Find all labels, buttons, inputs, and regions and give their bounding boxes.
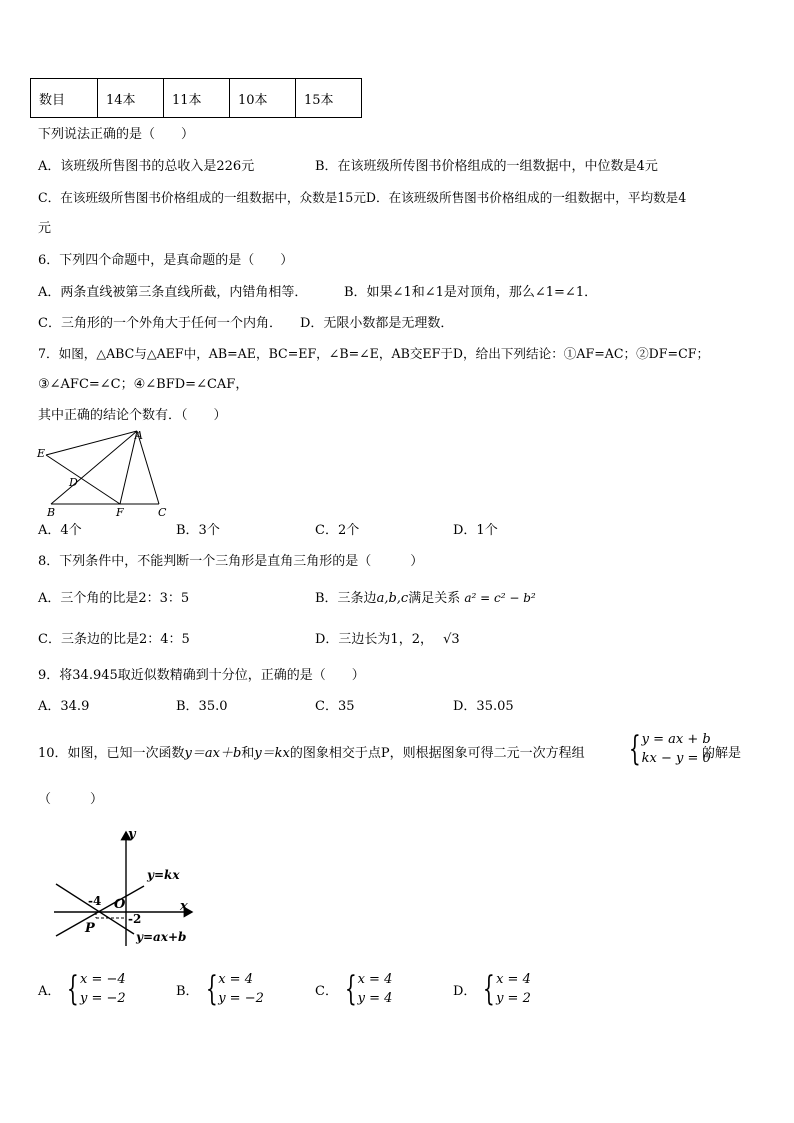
q7-stem-line2: ③∠AFC=∠C；④∠BFD=∠CAF， xyxy=(38,377,249,392)
q8-option-b-mid: 满足关系 xyxy=(408,591,461,606)
q6-stem: 6．下列四个命题中，是真命题的是（ ） xyxy=(38,253,294,268)
q7-option-c: C．2个 xyxy=(315,523,360,538)
q5-option-d-cont: 元 xyxy=(38,221,52,236)
q10-equation-system xyxy=(624,729,711,769)
q10-option-b-line1: x = 4 xyxy=(218,972,253,987)
q5-option-b: B．在该班级所传图书价格组成的一组数据中，中位数是4元 xyxy=(315,159,658,174)
q5-option-cd: C．在该班级所售图书价格组成的一组数据中，众数是15元D．在该班级所售图书价格组成的一组数据中，平均数是4 xyxy=(38,190,687,205)
q6-option-b: B．如果∠1和∠1是对顶角，那么∠1=∠1． xyxy=(344,285,598,300)
label-a: A xyxy=(135,429,143,442)
q8-option-a: A．三个角的比是2：3：5 xyxy=(38,591,190,606)
q7-option-a: A．4个 xyxy=(38,523,82,538)
q7-option-d: D．1个 xyxy=(453,523,498,538)
q10-function-graph xyxy=(52,826,202,951)
book-count-table xyxy=(30,78,362,118)
q9-option-b: B．35.0 xyxy=(176,699,228,714)
q7-option-b: B．3个 xyxy=(176,523,220,538)
q7-stem-line3: 其中正确的结论个数有．（ ） xyxy=(38,408,227,423)
q10-option-b xyxy=(176,969,264,1009)
q10-and: 和 xyxy=(241,746,255,761)
q10-option-c xyxy=(315,969,393,1009)
q10-func-1: y＝ax＋b xyxy=(184,746,242,761)
table-row xyxy=(31,79,362,118)
label-e: E xyxy=(37,447,46,460)
label-f: F xyxy=(116,506,124,518)
label-c: C xyxy=(158,506,167,518)
q8-option-d-root: √3 xyxy=(443,632,460,647)
q7-stem-line1: 7．如图，△ABC与△AEF中，AB=AE，BC=EF，∠B=∠E，AB交EF于D，给出下列结论：①AF=AC；②DF=CF； xyxy=(38,346,710,361)
q10-option-d-line1: x = 4 xyxy=(496,972,531,987)
q10-option-c-line1: x = 4 xyxy=(357,972,393,987)
q8-option-b-formula: a² = c² − b² xyxy=(464,591,536,605)
q5-stem: 下列说法正确的是（ ） xyxy=(38,127,195,142)
graph-x-axis-label: x xyxy=(180,899,188,914)
q10-option-c-line2: y = 4 xyxy=(357,991,393,1006)
q9-option-a: A．34.9 xyxy=(38,699,90,714)
brace-icon: { xyxy=(483,969,496,1009)
q9-option-c: C．35 xyxy=(315,699,355,714)
q10-stem-mid: 的图象相交于点P，则根据图象可得二元一次方程组 xyxy=(289,746,585,761)
q10-stem xyxy=(38,747,585,760)
q9-stem: 9．将34.945取近似数精确到十分位，正确的是（ ） xyxy=(38,668,365,683)
q8-option-d xyxy=(315,633,460,646)
graph-origin-label: O xyxy=(114,897,126,912)
brace-icon: { xyxy=(344,969,357,1009)
q10-option-a-label: A． xyxy=(38,983,61,999)
q10-option-a-line1: x = −4 xyxy=(80,972,126,987)
graph-neg4-label: -4 xyxy=(88,894,102,908)
q8-option-b-pre: B．三条边 xyxy=(315,591,377,606)
graph-neg2-label: -2 xyxy=(128,912,142,926)
q8-option-c: C．三条边的比是2：4：5 xyxy=(38,632,190,647)
q10-option-b-line2: y = −2 xyxy=(218,991,264,1006)
q5-option-a: A．该班级所售图书的总收入是226元 xyxy=(38,159,255,174)
q8-option-d-pre: D．三边长为1，2， xyxy=(315,632,433,647)
q10-stem-pre: 10．如图，已知一次函数 xyxy=(38,746,185,761)
label-b: B xyxy=(47,506,56,518)
q10-option-a-line2: y = −2 xyxy=(80,991,126,1006)
q10-option-a xyxy=(38,969,126,1009)
table-cell: 15本 xyxy=(296,79,362,118)
q7-triangle-figure xyxy=(34,428,174,518)
q8-stem: 8．下列条件中，不能判断一个三角形是直角三角形的是（ ） xyxy=(38,554,424,569)
graph-line-ab-label: y=ax+b xyxy=(136,930,187,944)
brace-icon: { xyxy=(205,969,218,1009)
q10-paren: （ ） xyxy=(38,792,104,807)
q8-option-b-vars: a,b,c xyxy=(376,591,409,606)
q10-system-line1: y = ax + b xyxy=(641,732,711,747)
q6-option-d: D．无限小数都是无理数． xyxy=(300,316,454,331)
table-cell: 数目 xyxy=(31,79,98,118)
table-cell: 11本 xyxy=(164,79,230,118)
graph-point-p-label: P xyxy=(85,921,95,936)
graph-y-axis-label: y xyxy=(128,827,136,842)
graph-line-kx-label: y=kx xyxy=(147,868,180,882)
brace-icon: { xyxy=(628,729,641,769)
q6-option-c: C．三角形的一个外角大于任何一个内角． xyxy=(38,316,282,331)
q10-option-d-line2: y = 2 xyxy=(496,991,531,1006)
q10-option-d-label: D． xyxy=(453,983,477,999)
q6-option-a: A．两条直线被第三条直线所截，内错角相等． xyxy=(38,285,308,300)
label-d: D xyxy=(69,476,78,489)
q10-func-2: y＝kx xyxy=(254,746,290,761)
q10-option-b-label: B． xyxy=(176,983,199,999)
q10-option-d xyxy=(453,969,531,1009)
q9-option-d: D．35.05 xyxy=(453,699,514,714)
q10-stem-post: 的解是 xyxy=(702,746,742,761)
brace-icon: { xyxy=(67,969,80,1009)
q10-system-line2: kx − y = 0 xyxy=(641,751,711,766)
q10-option-c-label: C． xyxy=(315,983,338,999)
q8-option-b xyxy=(315,592,536,605)
table-cell: 14本 xyxy=(98,79,164,118)
table-cell: 10本 xyxy=(230,79,296,118)
